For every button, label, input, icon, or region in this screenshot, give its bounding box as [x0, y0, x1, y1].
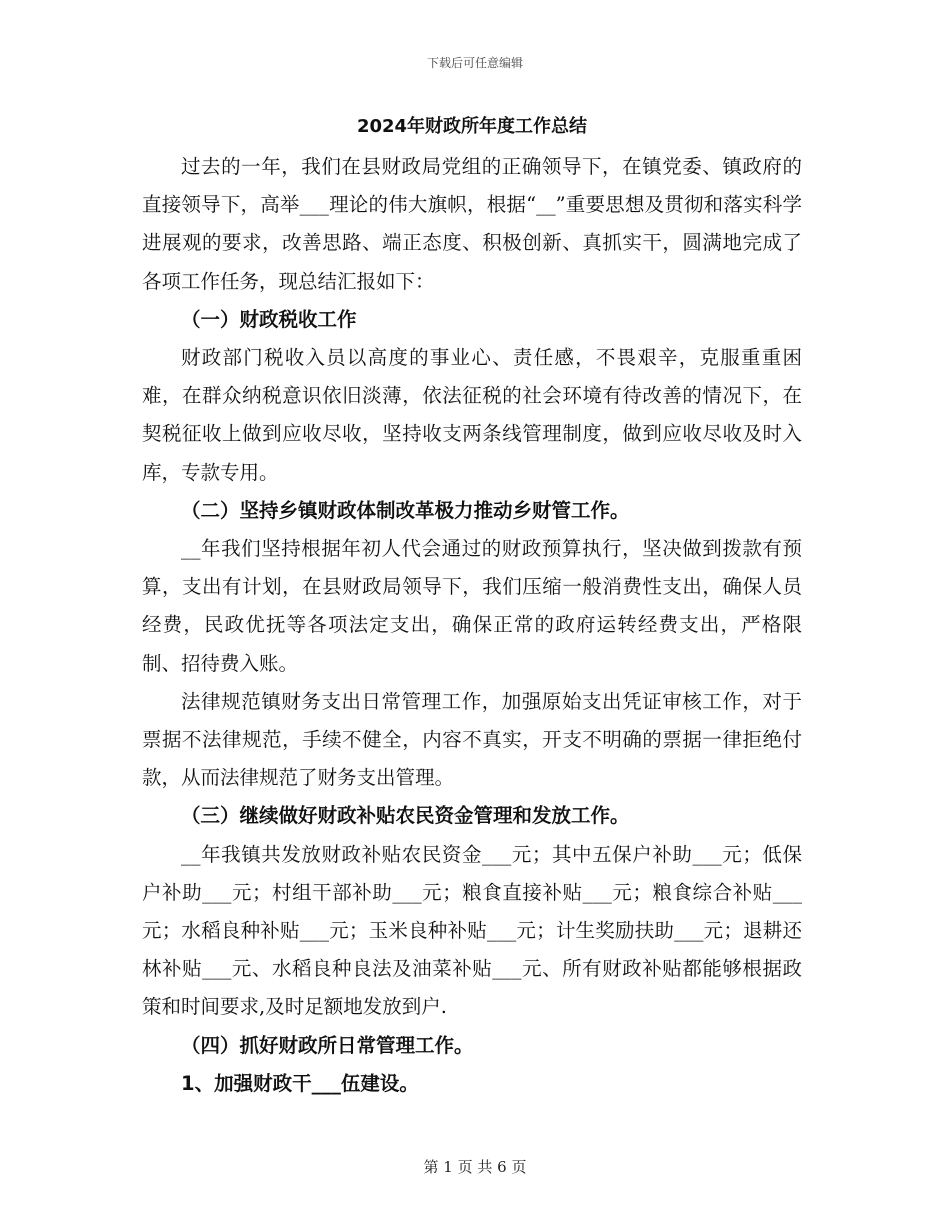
section-heading-4: （四）抓好财政所日常管理工作。: [181, 1033, 474, 1057]
page-number: 第 1 页 共 6 页: [423, 1158, 527, 1176]
section-heading-3: （三）继续做好财政补贴农民资金管理和发放工作。: [181, 804, 630, 828]
document-title: 2024年财政所年度工作总结: [356, 116, 588, 137]
section-3-paragraph: __年我镇共发放财政补贴农民资金___元；其中五保户补助___元；低保户补助___元；村组干部补助___元；粮食直接补贴___元；粮食综合补贴___元；水稻良种补贴___元；玉米良种补贴___元；计生奖励扶助___元；退耕还林补贴___元、水稻良种良法及油菜补贴___元、所有财政补贴都能够根据政策和时间要求,及时足额地发放到户.: [142, 842, 802, 1019]
section-heading-1: （一）财政税收工作: [181, 307, 357, 331]
document-body: [142, 112, 802, 1103]
page-header: 下载后可任意编辑: [426, 56, 523, 70]
section-2-paragraph-1: __年我们坚持根据年初人代会通过的财政预算执行，坚决做到拨款有预算，支出有计划，在县财政局领导下，我们压缩一般消费性支出，确保人员经费，民政优抚等各项法定支出，确保正常的政府运转经费支出，严格限制、招待费入账。: [142, 537, 802, 675]
section-2-paragraph-2: 法律规范镇财务支出日常管理工作，加强原始支出凭证审核工作，对于票据不法律规范，手续不健全，内容不真实，开支不明确的票据一律拒绝付款，从而法律规范了财务支出管理。: [142, 689, 802, 790]
section-heading-2: （二）坚持乡镇财政体制改革极力推动乡财管工作。: [181, 498, 630, 522]
subsection-heading-4-1: 1、加强财政干___伍建设。: [181, 1071, 419, 1095]
intro-paragraph: 过去的一年，我们在县财政局党组的正确领导下，在镇党委、镇政府的直接领导下，高举___理论的伟大旗帜，根据“__”重要思想及贯彻和落实科学进展观的要求，改善思路、端正态度、积极创新、真抓实干，圆满地完成了各项工作任务，现总结汇报如下：: [142, 155, 802, 293]
section-1-paragraph: 财政部门税收入员以高度的事业心、责任感，不畏艰辛，克服重重困难，在群众纳税意识依旧淡薄，依法征税的社会环境有待改善的情况下，在契税征收上做到应收尽收，坚持收支两条线管理制度，做到应收尽收及时入库，专款专用。: [142, 346, 802, 484]
